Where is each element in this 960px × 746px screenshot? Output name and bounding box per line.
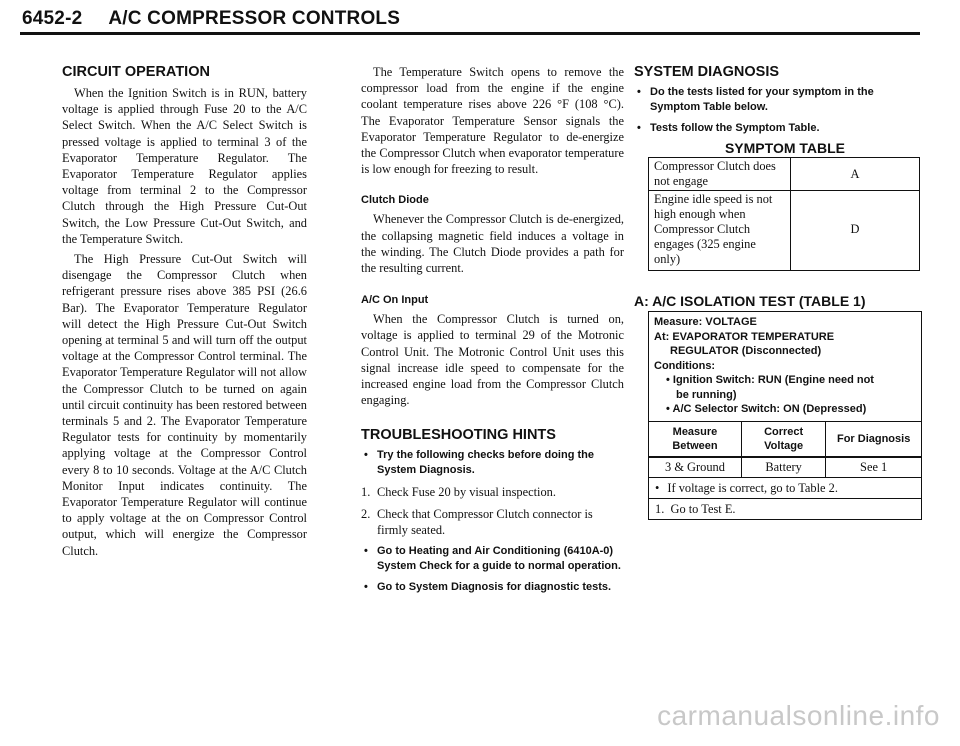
bullet-glyph: • xyxy=(655,480,660,495)
column-right xyxy=(634,64,924,520)
test-step xyxy=(649,499,921,519)
table-row xyxy=(649,191,920,271)
header-rule xyxy=(20,32,920,35)
test-step-number: 1. xyxy=(655,501,665,516)
step-number: 2. xyxy=(361,507,371,522)
at-line-cont: REGULATOR (Disconnected) xyxy=(670,345,822,357)
column-middle xyxy=(361,64,624,601)
diagnosis-bullet: • Tests follow the Symptom Table. xyxy=(634,121,924,136)
table-row xyxy=(649,158,920,191)
troubleshooting-step xyxy=(361,506,624,538)
test-step-text: Go to Test E. xyxy=(670,501,736,516)
step-text: Check that Compressor Clutch connector is firmly seated. xyxy=(377,507,593,538)
clutch-diode-paragraph: Whenever the Compressor Clutch is de-energized, the collapsing magnetic field induces a voltage in the winding. The Clutch Diode provides a path for the resulting current. xyxy=(361,212,624,276)
page-number: 6452-2 xyxy=(22,8,83,29)
troubleshooting-heading: TROUBLESHOOTING HINTS xyxy=(361,427,556,444)
system-diagnosis-heading: SYSTEM DIAGNOSIS xyxy=(634,64,780,80)
clutch-diode-heading: Clutch Diode xyxy=(361,194,429,207)
column-left xyxy=(62,64,307,559)
symptom-cell: Compressor Clutch does not engage xyxy=(649,158,791,191)
ac-on-input-paragraph: When the Compressor Clutch is turned on, voltage is applied to terminal 29 of the Motronic Control Unit. The Motronic Control Unit uses this signal increase idle speed to compensate for the increased engine load from the Compressor Clutch engaging. xyxy=(361,312,624,408)
measure-line: Measure: VOLTAGE xyxy=(654,316,757,328)
diagnosis-bullet: • Do the tests listed for your symptom in the Symptom Table below. xyxy=(634,85,924,115)
voltage-note xyxy=(649,478,921,499)
conditions-label: Conditions: xyxy=(654,359,716,372)
measure-conditions-box xyxy=(649,312,921,422)
troubleshooting-bullets-after xyxy=(361,544,624,595)
troubleshooting-steps xyxy=(361,484,624,538)
circuit-paragraph-2: The High Pressure Cut-Out Switch will disengage the Compressor Clutch when refrigerant pressure rises above 385 PSI (26.6 Bar). The Evaporator Temperature Regulator will detect the High Pressure Cut-Out Switch opening at terminal 5 and will turn off the output voltage at the Compressor Control terminal. The Evaporator Temperature Regulator will not allow the Compressor Clutch to be turned on again until circuit continuity has been restored between terminals 5 and 2. The Evaporator Temperature Regulator tests for continuity by momentarily applying voltage at the Compressor Control every 8 to 10 seconds. Voltage at the A/C Clutch Monitor Input indicates continuity. The Evaporator Temperature Regulator will continue to apply voltage at the on Compressor Control output, which will energize the Compressor Clutch. xyxy=(62,252,307,558)
table-cell: See 1 xyxy=(826,457,921,478)
symptom-table-title: SYMPTOM TABLE xyxy=(724,140,846,156)
ac-on-input-heading: A/C On Input xyxy=(361,294,429,307)
column-header: For Diagnosis xyxy=(836,432,911,445)
isolation-test-heading: A: A/C ISOLATION TEST (TABLE 1) xyxy=(634,293,866,309)
circuit-operation-heading: CIRCUIT OPERATION xyxy=(62,64,210,80)
troubleshooting-bullet: • Go to Heating and Air Conditioning (6410A-0) System Check for a guide to normal operation. xyxy=(361,544,624,574)
circuit-paragraph-1: When the Ignition Switch is in RUN, battery voltage is applied through Fuse 20 to the A/C Select Switch. When the A/C Select Switch is pressed voltage is applied to terminal 3 of the Evaporator Temperature Regulator. The Evaporator Temperature Regulator applies voltage from terminal 2 to the Compressor Clutch through the High Pressure Cut-Out Switch, the Low Pressure Cut-Out Switch, and the Temperature Switch. xyxy=(62,86,307,246)
troubleshooting-step xyxy=(361,484,624,500)
page-header xyxy=(22,8,400,30)
condition-ignition: • Ignition Switch: RUN (Engine need not xyxy=(666,374,874,386)
troubleshooting-bullet: • Go to System Diagnosis for diagnostic tests. xyxy=(361,580,624,595)
column-header: Correct Voltage xyxy=(741,422,825,457)
measurement-table xyxy=(649,422,921,478)
voltage-note-text: If voltage is correct, go to Table 2. xyxy=(667,480,838,495)
symptom-cell: Engine idle speed is not high enough when Compressor Clutch engages (325 engine only) xyxy=(649,191,791,271)
table-cell: Battery xyxy=(741,457,825,478)
at-line: At: EVAPORATOR TEMPERATURE xyxy=(654,330,835,343)
step-text: Check Fuse 20 by visual inspection. xyxy=(377,485,556,500)
step-number: 1. xyxy=(361,485,371,500)
troubleshooting-bullet: • Try the following checks before doing the System Diagnosis. xyxy=(361,448,624,478)
condition-ignition-cont: be running) xyxy=(676,388,737,401)
table-cell: 3 & Ground xyxy=(649,457,741,478)
test-cell: A xyxy=(791,158,920,191)
isolation-test-table xyxy=(648,311,922,520)
symptom-table xyxy=(648,157,920,271)
condition-selector: • A/C Selector Switch: ON (Depressed) xyxy=(666,403,867,415)
test-cell: D xyxy=(791,191,920,271)
temperature-switch-paragraph: The Temperature Switch opens to remove the compressor load from the engine if the engine coolant temperature rises above 226 °F (108 °C). The Evaporator Temperature Sensor signals the Evaporator Temperature Regulator to de-energize the Compressor Clutch when evaporator temperature is low enough for freezing to result. xyxy=(361,65,624,177)
page-title: A/C COMPRESSOR CONTROLS xyxy=(108,8,401,29)
table-header-row xyxy=(649,422,921,457)
watermark-text: carmanualsonline.info xyxy=(657,700,940,731)
troubleshooting-bullets xyxy=(361,448,624,478)
column-header: Measure Between xyxy=(649,422,741,457)
system-diagnosis-bullets xyxy=(634,85,924,136)
table-row xyxy=(649,457,921,478)
